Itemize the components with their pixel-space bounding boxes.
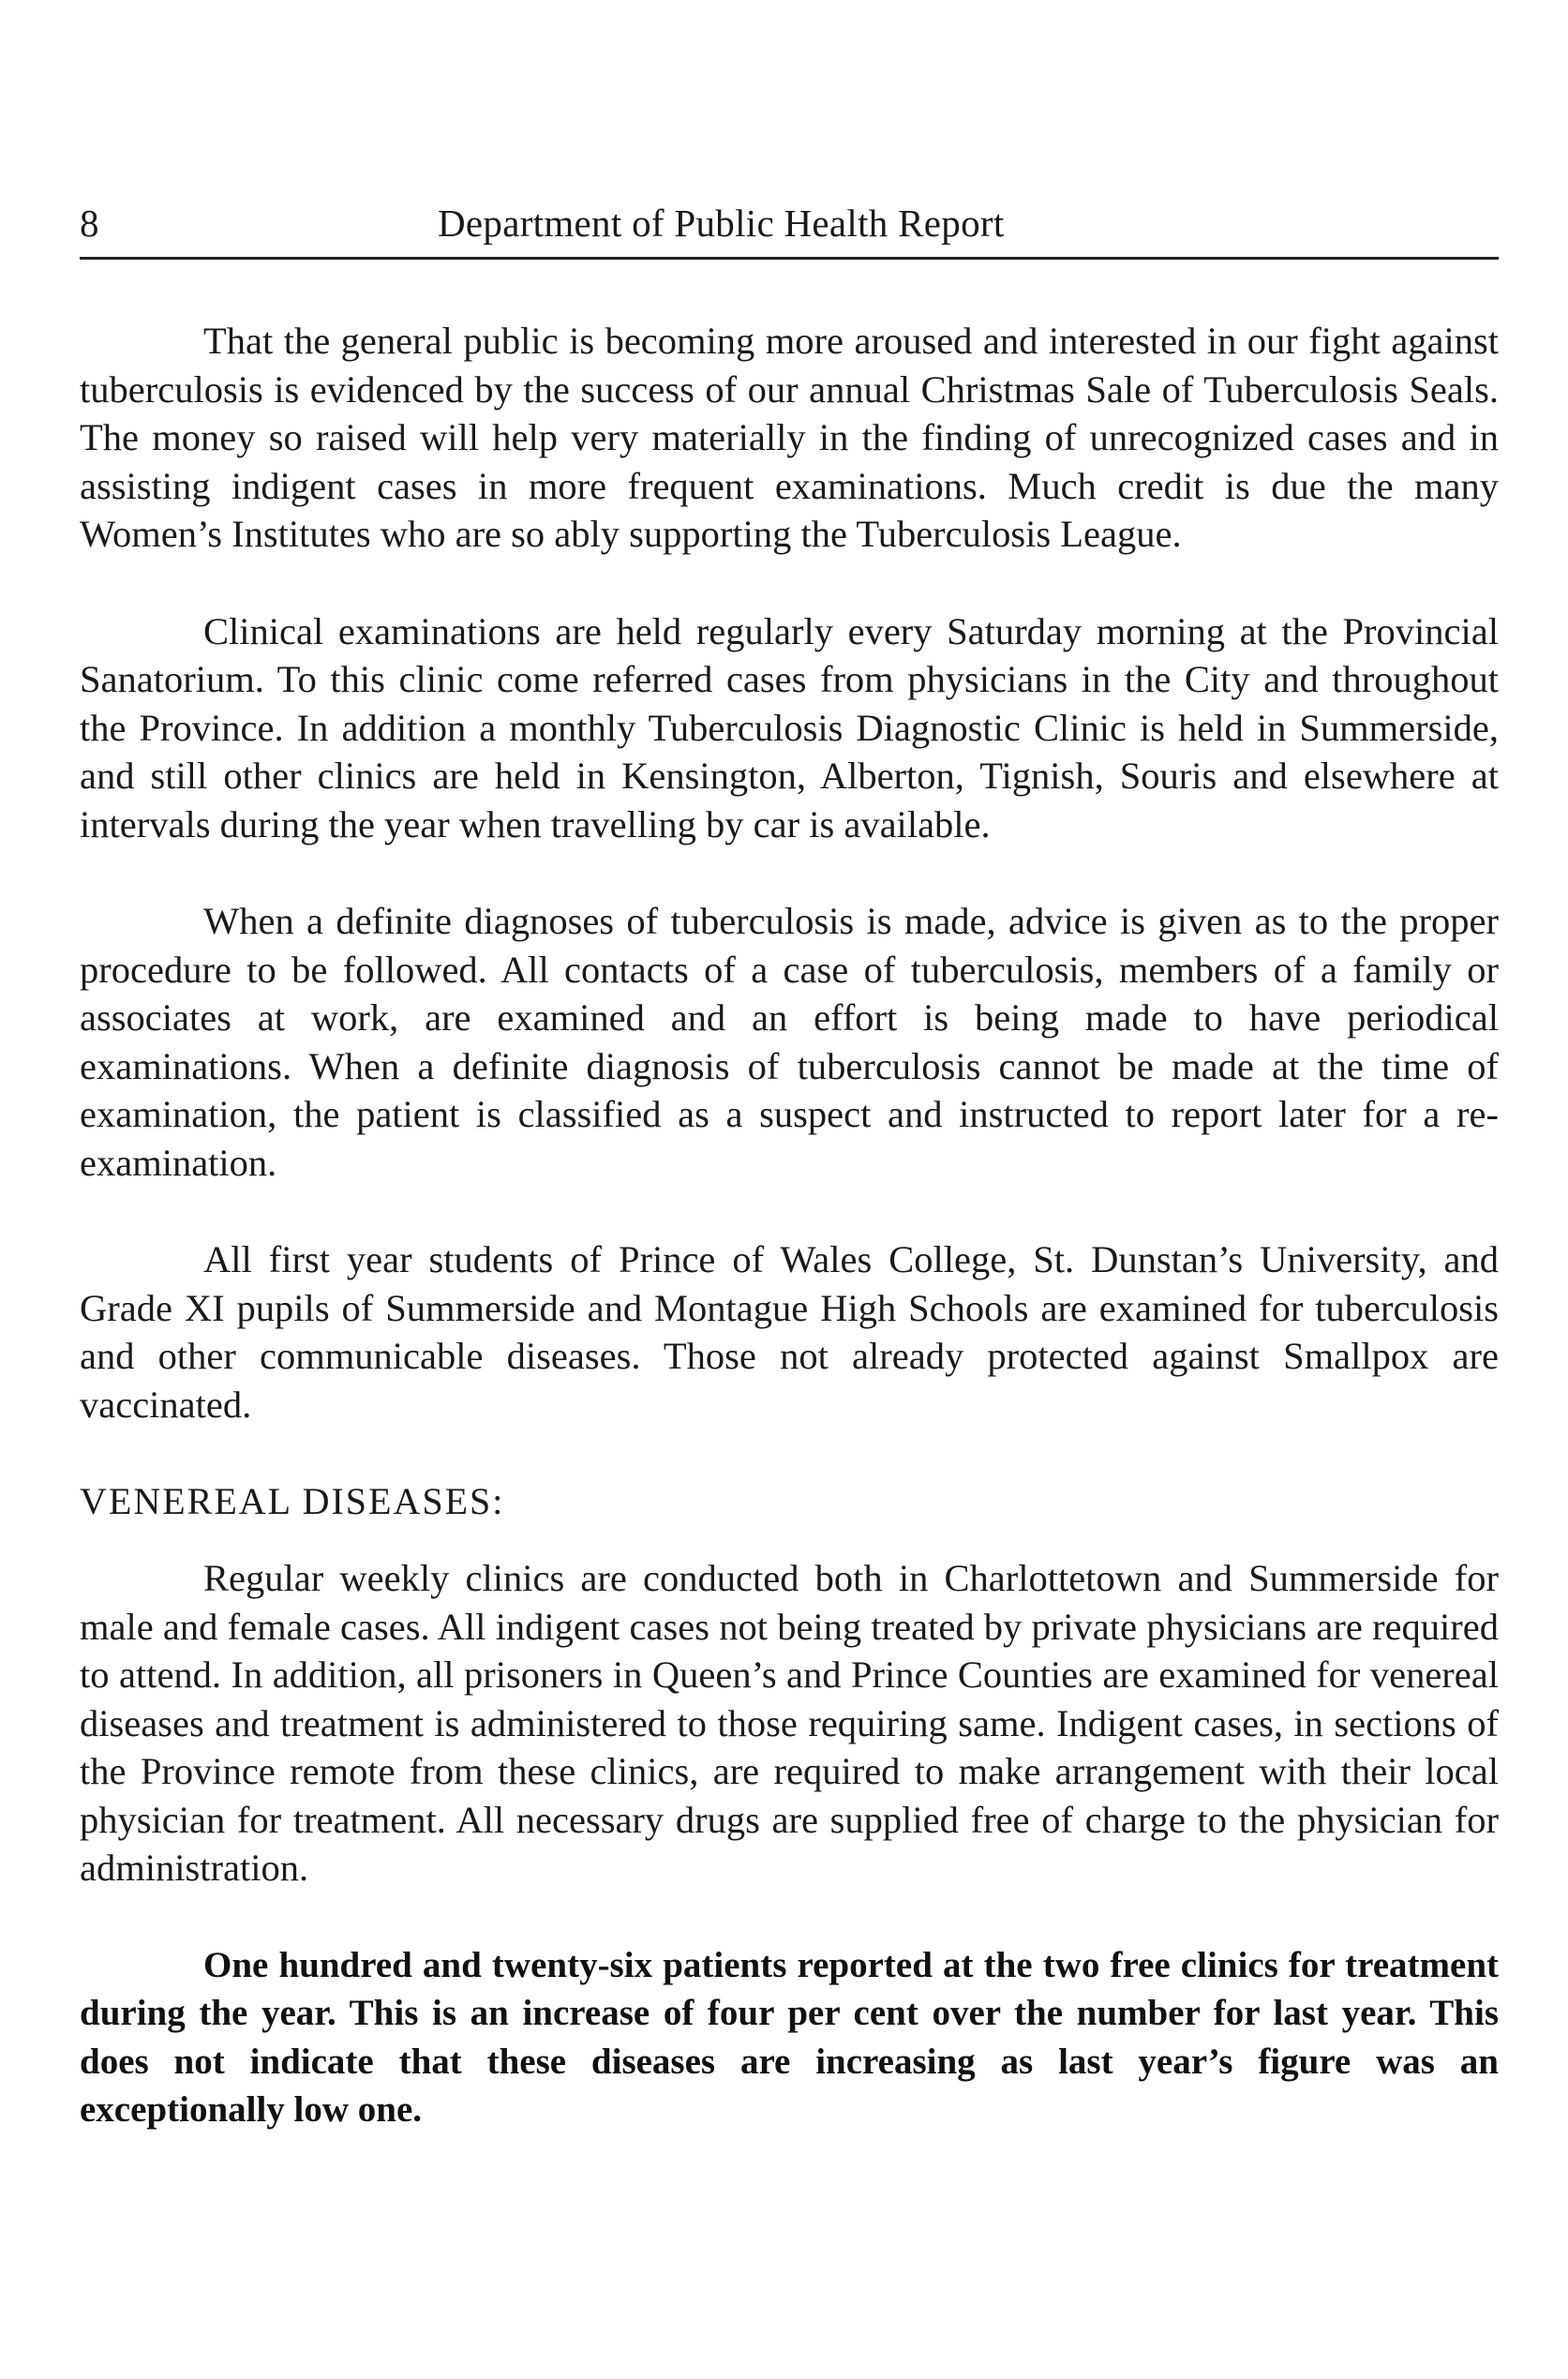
document-page	[80, 0, 1499, 2379]
paragraph-clinical-examinations: Clinical examinations are held regularly every Saturday morning at the Provincial Sanatorium. To this clinic come referred cases from physicians in the City and throughout the Province. In addition a monthly Tuberculosis Diagnostic Clinic is held in Summerside, and still other clinics are held in Kensington, Alberton, Tignish, Souris and elsewhere at intervals during the year when travelling by car is available.	[80, 609, 1499, 845]
body-text	[80, 317, 1499, 2134]
paragraph-diagnosis-procedure: When a definite diagnoses of tuberculosis is made, advice is given as to the proper procedure to be followed. All contacts of a case of tuberculosis, members of a family or associates at work, are examined and an effort is being made to have periodical examinations. When a definite diagnosis of tuberculosis cannot be made at the time of examination, the patient is classified as a suspect and instructed to report later for a re-examination.	[80, 900, 1499, 1184]
section-heading-venereal-diseases: VENEREAL DISEASES:	[80, 1480, 505, 1522]
paragraph-tuberculosis-seals: That the general public is becoming more aroused and interested in our fight against tuberculosis is evidenced by the success of our annual Christmas Sale of Tuberculosis Seals. The money so raised will help very materially in the finding of unrecognized cases and in assisting indigent cases in more frequent examinations. Much credit is due the many Women’s Institutes who are so ably supporting the Tuberculosis League.	[80, 320, 1499, 555]
paragraph-patient-statistics: One hundred and twenty-six patients reported at the two free clinics for treatment during the year. This is an increase of four per cent over the number for last year. This does not indicate that these diseases are increasing as last year’s figure was an exceptionally low one.	[80, 1944, 1499, 2130]
page-number: 8	[80, 202, 99, 245]
paragraph-weekly-clinics: Regular weekly clinics are conducted both in Charlottetown and Summerside for male and female cases. All indigent cases not being treated by private physicians are required to attend. In addition, all prisoners in Queen’s and Prince Counties are examined for venereal diseases and treatment is administered to those requiring same. Indigent cases, in sections of the Province remote from these clinics, are required to make arrangement with their local physician for treatment. All necessary drugs are supplied free of charge to the physician for administration.	[80, 1557, 1499, 1889]
running-title: Department of Public Health Report	[438, 202, 1005, 245]
paragraph-student-examinations: All first year students of Prince of Wales College, St. Dunstan’s University, and Grade XI pupils of Summerside and Montague High Schools are examined for tuberculosis and other communicable diseases. Those not already protected against Smallpox are vaccinated.	[80, 1238, 1499, 1426]
page-header	[80, 199, 1499, 260]
